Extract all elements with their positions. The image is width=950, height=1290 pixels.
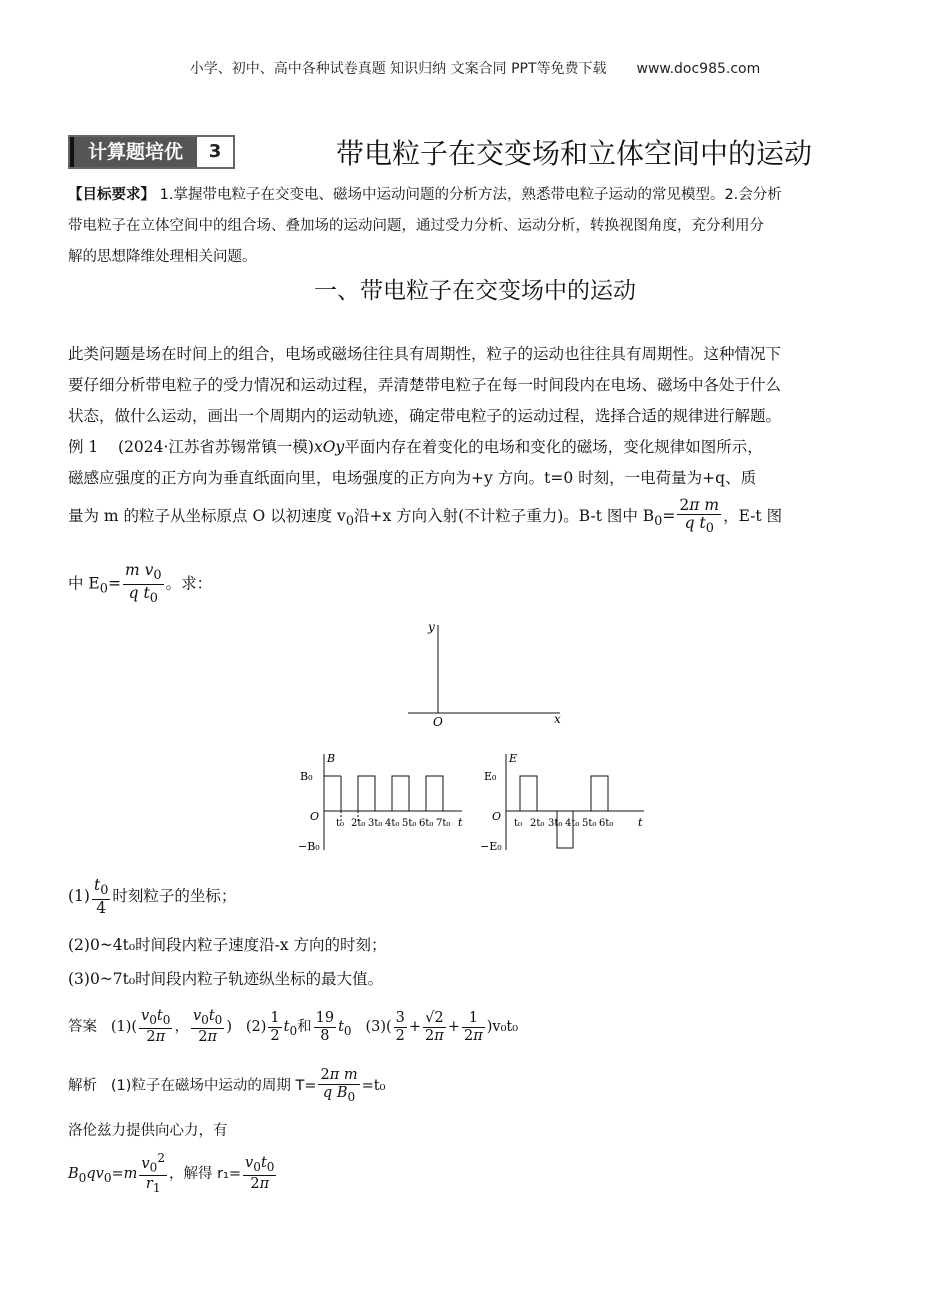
- example-l4a: 中 E: [68, 574, 100, 593]
- e-tick-1: t₀: [514, 818, 523, 829]
- header-note-text: 小学、初中、高中各种试卷真题 知识归纳 文案合同 PPT等免费下载: [189, 61, 607, 77]
- e-pulse-pos-2: [591, 776, 608, 811]
- answer-frac-d: $\frac{19}{8}$: [315, 1009, 335, 1044]
- e-axis-label: E: [509, 752, 518, 765]
- answer-p2: (2): [245, 1019, 267, 1035]
- analysis-l1-tail: =t₀: [361, 1078, 386, 1094]
- b-tick-2: 2t₀: [351, 818, 366, 829]
- b-pulse-1: [358, 776, 375, 811]
- answer-plus-2: +: [447, 1019, 460, 1035]
- b-pulse-0: [324, 776, 341, 811]
- goals-line3: 解的思想降维处理相关问题。: [68, 249, 257, 265]
- b-origin-label: O: [310, 810, 320, 823]
- goals-tag: 【目标要求】: [68, 187, 155, 203]
- b-tick-3: 3t₀: [368, 818, 383, 829]
- xy-origin-label: O: [433, 715, 443, 729]
- e0-formula: $\frac{m v_0}{q t_0}$: [124, 561, 162, 607]
- intro-line1: 此类问题是场在时间上的组合，电场或磁场往往具有周期性，粒子的运动也往往具有周期性。这种情况下: [68, 345, 782, 363]
- b-tick-4: 4t₀: [385, 818, 400, 829]
- e-origin-label: O: [492, 810, 502, 823]
- example-source: (2024·江苏省苏锡常镇一模): [118, 438, 314, 456]
- section-badge: [68, 135, 235, 169]
- answer-frac-a: $\frac{v_0t_0}{2\pi}$: [141, 1008, 171, 1046]
- e-ticks: [514, 818, 613, 829]
- e-tick-5: 5t₀: [582, 818, 597, 829]
- e-top-label: E₀: [484, 770, 497, 783]
- analysis-period-frac: $\frac{\text{2π m}}{q B_0}$: [320, 1067, 358, 1104]
- intro-paragraph: [68, 339, 781, 494]
- xy-axes-figure: [400, 615, 580, 730]
- answer-frac-f: $\frac{√2}{2\pi}$: [425, 1009, 444, 1044]
- e-pulse-pos-1: [520, 776, 537, 811]
- answer-frac-b: $\frac{v_0t_0}{2\pi}$: [192, 1008, 223, 1046]
- e-tick-6: 6t₀: [599, 818, 614, 829]
- example-label: 例 1: [68, 438, 99, 456]
- q1-pre: (1): [68, 887, 90, 905]
- answer-close: ): [226, 1019, 233, 1035]
- e-tick-4: 4t₀: [565, 818, 580, 829]
- intro-line3: 状态，做什么运动，画出一个周期内的运动轨迹，确定带电粒子的运动过程，选择合适的规律进行解题。: [68, 407, 782, 425]
- page-title: 带电粒子在交变场和立体空间中的运动: [336, 137, 813, 170]
- answer-plus-1: +: [408, 1019, 422, 1035]
- goals-line1: 1.掌握带电粒子在交变电、磁场中运动问题的分析方法，熟悉带电粒子运动的常见模型。2.会分析: [159, 187, 782, 203]
- b-t-graph: [296, 748, 471, 858]
- header-note: [0, 58, 950, 78]
- b-top-label: B₀: [300, 770, 313, 783]
- analysis-line1: [68, 1064, 385, 1108]
- analysis-force-frac: $\frac{v_0^2}{r_1}$: [141, 1150, 165, 1196]
- answer-label: 答案: [68, 1019, 97, 1035]
- e-pulse-neg: [557, 811, 573, 848]
- b-pulse-2: [392, 776, 409, 811]
- goals: [68, 180, 782, 273]
- q1-frac: $\frac{t_0}{4}$: [93, 875, 109, 917]
- b-ticks: [336, 818, 450, 829]
- b-t-label: t: [458, 816, 463, 829]
- question-3: (3)0~7t₀时间段内粒子轨迹纵坐标的最大值。: [68, 970, 384, 988]
- example-l4b: 。求：: [165, 574, 213, 593]
- q1-post: 时刻粒子的坐标；: [112, 887, 237, 905]
- analysis-label: 解析: [68, 1078, 97, 1094]
- e-t-graph: [478, 748, 653, 858]
- header-url: www.doc985.com: [636, 61, 761, 77]
- b-tick-6: 6t₀: [419, 818, 434, 829]
- example-line1: 例 1 (2024·江苏省苏锡常镇一模)xOy平面内存在着变化的电场和变化的磁场，变化规律如图所示，: [68, 438, 763, 456]
- b-axis-label: B: [327, 752, 336, 765]
- b-pulse-3: [426, 776, 443, 811]
- example-line3: 量为 m 的粒子从坐标原点 O 以初速度 $v_0$沿+x 方向入射(不计粒子重力)。B-t 图中 $B_0=$ $\frac{\text{2π m}}{q t_0}$ ，E-t 图: [68, 495, 783, 537]
- answer-and: 和: [297, 1019, 312, 1035]
- answer-frac-g: $\frac{1}{2\pi}$: [463, 1009, 483, 1044]
- section-heading: 一、带电粒子在交变场中的运动: [314, 278, 636, 304]
- question-2: (2)0~4t₀时间段内粒子速度沿-x 方向的时刻；: [68, 936, 387, 954]
- b-tick-7: 7t₀: [436, 818, 451, 829]
- x-axis-label: x: [554, 712, 561, 726]
- answer-tail: )v₀t₀: [486, 1019, 519, 1035]
- e-tick-3: 3t₀: [548, 818, 563, 829]
- example-l3c: ，E-t 图: [723, 507, 783, 525]
- answer-line: 答案 (1)( $\frac{v_0t_0}{2\pi}$ ， $\frac{v_0t_0}{2\pi}$ ) (2) $\frac{1}{2}$ $t_0$和 $\frac{19}{8}$ $t_0$ (3)( $\frac{3}{2}$ + $\frac{√2}{2\pi}$ + $\frac{1}{2\pi}$ )v₀t₀: [68, 1008, 519, 1046]
- analysis-radius-frac: $\frac{v_0t_0}{2\pi}$: [245, 1155, 275, 1193]
- analysis-l3-tail: ，解得 r₁=: [169, 1166, 242, 1182]
- badge-label: 计算题培优: [70, 137, 197, 167]
- example-line2: 磁感应强度的正方向为垂直纸面向里，电场强度的正方向为+y 方向。t=0 时刻，一电荷量为+q、质: [68, 469, 757, 487]
- y-axis-label: y: [428, 620, 435, 634]
- b-tick-1: t₀: [336, 818, 345, 829]
- badge-number: 3: [197, 137, 233, 167]
- example-line4: 中 $E_0=$ $\frac{m v_0}{q t_0}$ 。求：: [68, 561, 213, 607]
- intro-line2: 要仔细分析带电粒子的受力情况和运动过程，弄清楚带电粒子在每一时间段内在电场、磁场中各处于什么: [68, 376, 782, 394]
- answer-comma: ，: [174, 1019, 189, 1035]
- example-l3b: 沿+x 方向入射(不计粒子重力)。B-t 图中 B: [354, 507, 655, 525]
- analysis-line2: 洛伦兹力提供向心力，有: [68, 1123, 228, 1139]
- goals-line2: 带电粒子在立体空间中的组合场、叠加场的运动问题，通过受力分析、运动分析，转换视图角度，充分利用分: [68, 218, 764, 234]
- question-1: [68, 876, 236, 917]
- answer-p3: (3)(: [365, 1019, 392, 1035]
- answer-frac-c: $\frac{1}{2}$: [270, 1009, 280, 1044]
- e-bottom-label: −E₀: [480, 840, 502, 853]
- e-tick-2: 2t₀: [530, 818, 545, 829]
- b0-formula: $\frac{\text{2π m}}{q t_0}$: [679, 495, 720, 537]
- example-l3a: 量为 m 的粒子从坐标原点 O 以初速度 v: [68, 507, 346, 525]
- example-l1-rest: 平面内存在着变化的电场和变化的磁场，变化规律如图所示，: [344, 438, 763, 456]
- b-tick-5: 5t₀: [402, 818, 417, 829]
- analysis-line3: $B_0qv_0=m$ $\frac{v_0^2}{r_1}$ ，解得 r₁= $\frac{v_0t_0}{2\pi}$: [68, 1150, 275, 1196]
- e-t-label: t: [638, 816, 643, 829]
- b-bottom-label: −B₀: [298, 840, 320, 853]
- analysis-l1: (1)粒子在磁场中运动的周期 T=: [110, 1078, 317, 1094]
- answer-frac-e: $\frac{3}{2}$: [395, 1009, 405, 1044]
- answer-p1: (1)(: [110, 1019, 138, 1035]
